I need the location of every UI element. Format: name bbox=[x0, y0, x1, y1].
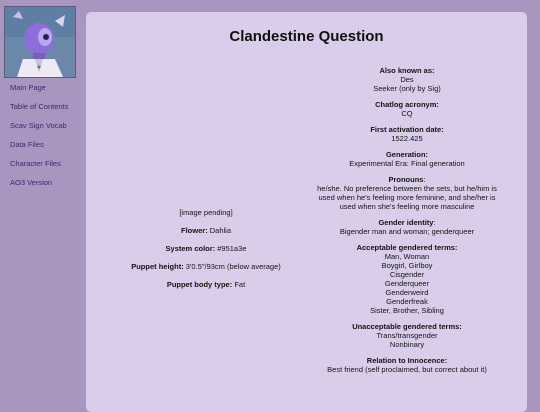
pronouns-value: he/she. No preference between the sets, but he/him is used when he's feeling more feminine, and she/her is used when she's feeling more masculine bbox=[317, 184, 497, 211]
acronym-label: Chatlog acronym: bbox=[375, 100, 439, 109]
gender-value: Bigender man and woman; genderqueer bbox=[339, 227, 475, 236]
nav-character-files[interactable]: Character Files bbox=[10, 159, 61, 168]
acceptable-term: Sister, Brother, Sibling bbox=[370, 306, 444, 315]
flower-row bbox=[116, 226, 296, 236]
acceptable-terms-section bbox=[312, 243, 502, 315]
pronouns-section: Pronouns: he/she. No preference between the sets, but he/him is used when he's feeling more feminine, and she/her is used when she's feeling more masculine bbox=[312, 175, 502, 211]
aka-value: Seeker (only by Sig) bbox=[373, 84, 441, 93]
activation-label: First activation date: bbox=[370, 125, 444, 134]
puppet-height-label: Puppet height: bbox=[131, 262, 184, 271]
acceptable-term: Genderqueer bbox=[384, 279, 430, 288]
relation-value: Best friend (self proclaimed, but correct about it) bbox=[327, 365, 487, 374]
acceptable-term: Man, Woman bbox=[384, 252, 430, 261]
unacceptable-terms-label: Unacceptable gendered terms: bbox=[352, 322, 462, 331]
unacceptable-term: Trans/transgender bbox=[376, 331, 438, 340]
left-column bbox=[116, 208, 296, 298]
nav-main-page[interactable]: Main Page bbox=[10, 83, 46, 92]
nav-data-files[interactable]: Data Files bbox=[10, 140, 44, 149]
unacceptable-terms-section bbox=[312, 322, 502, 349]
generation-value: Experimental Era: Final generation bbox=[349, 159, 465, 168]
aka-value: Des bbox=[400, 75, 414, 84]
generation-section bbox=[312, 150, 502, 168]
unacceptable-term: Nonbinary bbox=[389, 340, 425, 349]
acceptable-terms-label: Acceptable gendered terms: bbox=[356, 243, 458, 252]
relation-label: Relation to Innocence: bbox=[366, 356, 448, 365]
flower-label: Flower: bbox=[180, 226, 208, 235]
aka-section bbox=[312, 66, 502, 93]
aka-label: Also known as: bbox=[379, 66, 435, 75]
relation-section bbox=[312, 356, 502, 374]
acceptable-term: Genderweird bbox=[385, 288, 429, 297]
gender-section: Gender identity: Bigender man and woman; genderqueer bbox=[312, 218, 502, 236]
flower-value: Dahlia bbox=[209, 226, 232, 235]
puppet-body-row bbox=[116, 280, 296, 290]
acceptable-term: Genderfreak bbox=[386, 297, 428, 306]
acceptable-term: Boygirl, Girlboy bbox=[381, 261, 433, 270]
right-column bbox=[312, 66, 502, 381]
system-color-row bbox=[116, 244, 296, 254]
image-placeholder: [image pending] bbox=[179, 208, 233, 217]
activation-section bbox=[312, 125, 502, 143]
system-color-label: System color: bbox=[165, 244, 216, 253]
acronym-value: CQ bbox=[401, 109, 413, 118]
puppet-height-value: 3'0.5"/93cm (below average) bbox=[185, 262, 281, 271]
puppet-body-value: Fat bbox=[234, 280, 246, 289]
acceptable-term: Cisgender bbox=[389, 270, 425, 279]
acronym-section bbox=[312, 100, 502, 118]
sidebar-nav bbox=[10, 83, 78, 197]
generation-label: Generation: bbox=[385, 150, 429, 159]
avatar bbox=[4, 6, 76, 78]
activation-value: 1522.425 bbox=[391, 134, 423, 143]
gender-label: Gender identity bbox=[378, 218, 434, 227]
sidebar bbox=[0, 0, 80, 405]
nav-table-of-contents[interactable]: Table of Contents bbox=[10, 102, 69, 111]
pronouns-label: Pronouns bbox=[388, 175, 424, 184]
nav-ao3-version[interactable]: AO3 Version bbox=[10, 178, 53, 187]
puppet-body-label: Puppet body type: bbox=[166, 280, 233, 289]
character-portrait-icon bbox=[5, 7, 75, 77]
system-color-value: #951a3e bbox=[217, 244, 247, 253]
puppet-height-row bbox=[116, 262, 296, 272]
page-title: Clandestine Question bbox=[229, 28, 384, 45]
content-panel bbox=[86, 12, 527, 412]
nav-scav-sign-vocab[interactable]: Scav Sign Vocab bbox=[10, 121, 67, 130]
